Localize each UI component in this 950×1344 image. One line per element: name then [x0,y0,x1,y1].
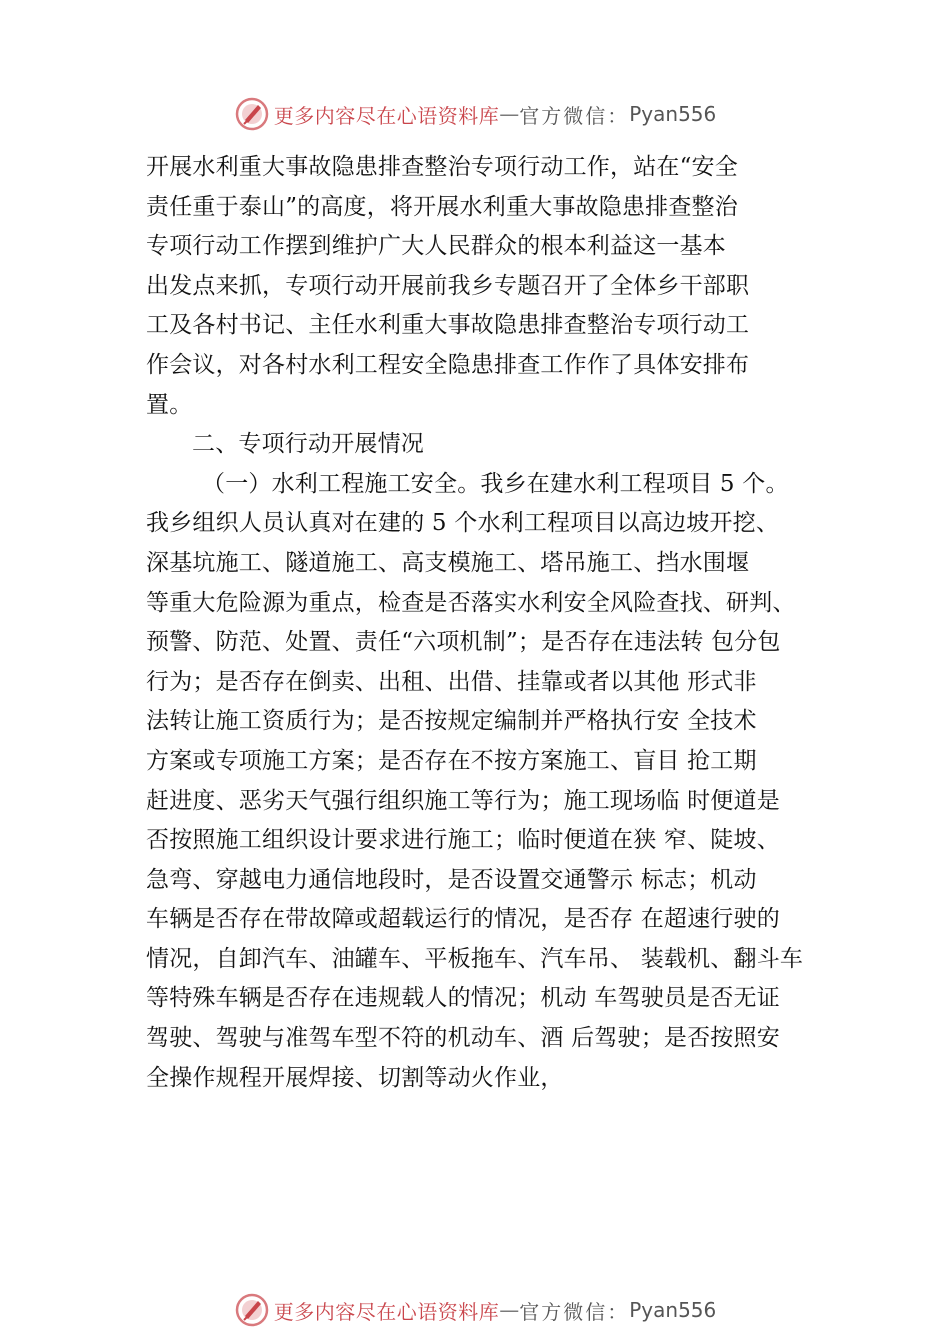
banner-official-label: 官方微信： [519,103,630,128]
section-heading: 二、专项行动开展情况 [192,431,424,458]
banner-wechat-id: Pyan556 [629,1298,717,1322]
text-line: 我乡组织人员认真对在建的 5 个水利工程项目以高边坡开挖、 [146,510,780,537]
text-line: 等特殊车辆是否存在违规载人的情况；机动 车驾驶员是否无证 [146,985,780,1012]
logo-icon [234,96,270,132]
text-line: 全操作规程开展焊接、切割等动火作业， [146,1064,564,1091]
banner-title: 更多内容尽在心语资料库 [273,103,500,128]
text-line: 作会议，对各村水利工程安全隐患排查工作作了具体安排布 [146,351,750,378]
banner-dash: — [499,1298,520,1322]
text-line: 出发点来抓，专项行动开展前我乡专题召开了全体乡干部职 [146,272,750,299]
subsection-heading: （一）水利工程施工安全。我乡在建水利工程项目 5 个。 [202,470,789,497]
text-line: 预警、防范、处置、责任“六项机制”；是否存在违法转 包分包 [146,629,781,656]
text-line: 置。 [146,391,193,418]
text-line: 赶进度、恶劣天气强行组织施工等行为；施工现场临 时便道是 [146,787,780,814]
header-banner [0,94,950,134]
text-line: 车辆是否存在带故障或超载运行的情况，是否存 在超速行驶的 [146,906,780,933]
logo-icon [234,1292,270,1328]
banner-official-label: 官方微信： [519,1299,630,1324]
banner-wechat-id: Pyan556 [629,102,717,126]
text-line: 情况，自卸汽车、油罐车、平板拖车、汽车吊、 装载机、翻斗车 [146,945,804,972]
text-line: 等重大危险源为重点，检查是否落实水利安全风险查找、研判、 [146,589,796,616]
text-line: 法转让施工资质行为；是否按规定编制并严格执行安 全技术 [146,708,757,735]
text-line: 行为；是否存在倒卖、出租、出借、挂靠或者以其他 形式非 [146,668,757,695]
text-line: 工及各村书记、主任水利重大事故隐患排查整治专项行动工 [146,312,750,339]
footer-banner [0,1290,950,1330]
text-line: 驾驶、驾驶与准驾车型不符的机动车、酒 后驾驶；是否按照安 [146,1025,780,1052]
banner-title: 更多内容尽在心语资料库 [273,1299,500,1324]
text-line: 深基坑施工、隧道施工、高支模施工、塔吊施工、挡水围堰 [146,549,750,576]
text-line: 开展水利重大事故隐患排查整治专项行动工作，站在“安全 [146,154,738,180]
text-line: 急弯、穿越电力通信地段时，是否设置交通警示 标志；机动 [146,866,757,893]
banner-dash: — [499,102,520,126]
text-line: 方案或专项施工方案；是否存在不按方案施工、盲目 抢工期 [146,747,757,774]
document-body [146,148,846,1098]
text-line: 责任重于泰山”的高度，将开展水利重大事故隐患排查整治 [146,193,738,220]
text-line: 专项行动工作摆到维护广大人民群众的根本利益这一基本 [146,233,726,260]
text-line: 否按照施工组织设计要求进行施工；临时便道在狭 窄、陡坡、 [146,827,780,854]
